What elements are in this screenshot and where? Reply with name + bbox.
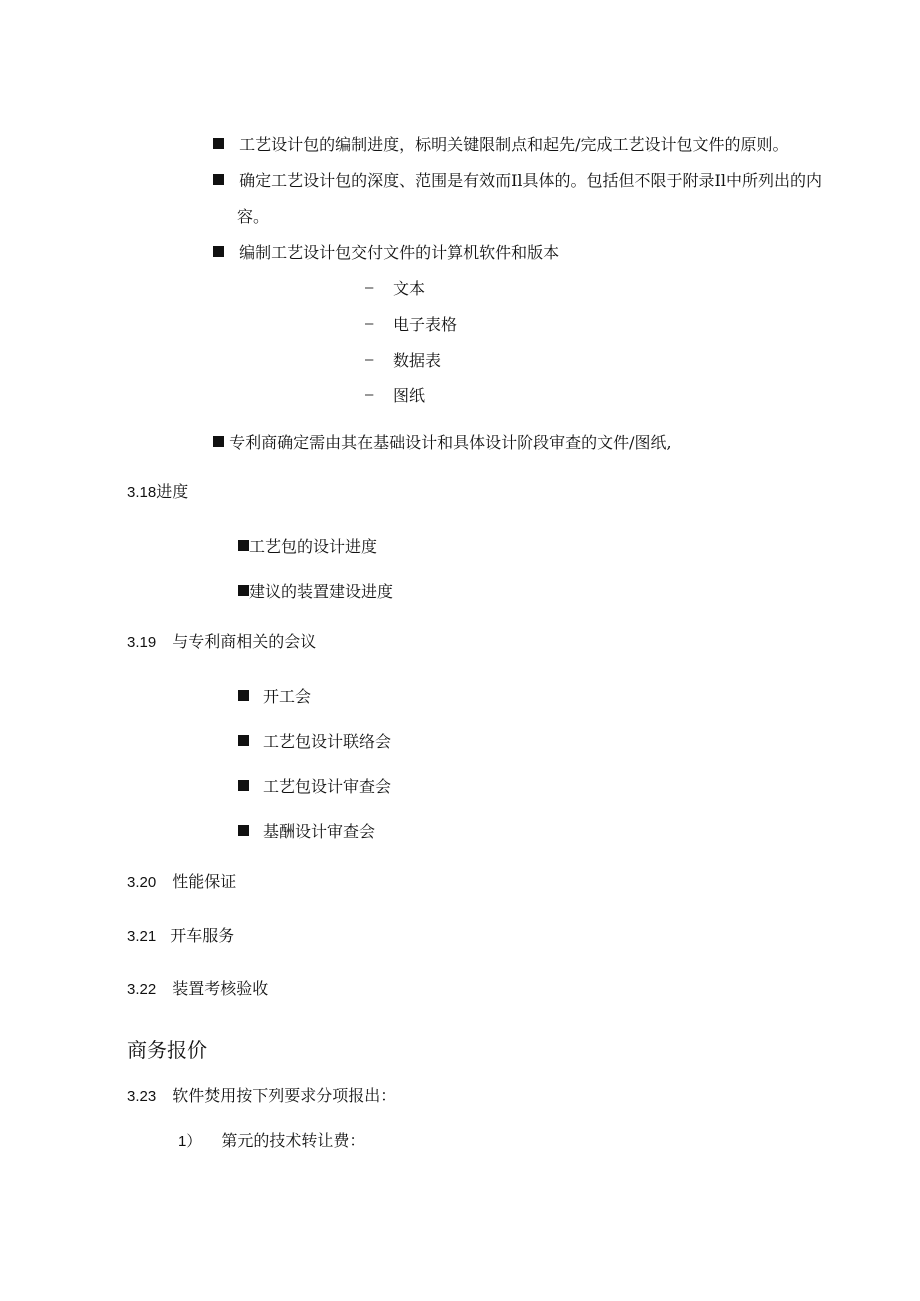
section-title: 软件焚用按下列要求分项报出： [172,1086,397,1105]
section-number: 3.22 [127,981,157,998]
schedule-item [238,537,377,557]
square-bullet-icon [213,246,224,257]
section-3-23 [127,1086,396,1107]
section-title: 性能保证 [172,872,237,891]
section-number: 3.23 [127,1088,157,1105]
dash-mark: – [365,386,374,403]
dash-mark: – [365,351,374,368]
section-3-22 [127,979,268,1000]
square-bullet-icon [238,780,249,791]
bullet-text: 工艺包设计联络会 [263,732,392,751]
dash-item: 数据表 [393,351,442,370]
item-number: 1） [178,1133,202,1150]
patent-review-item [213,433,672,453]
square-bullet-icon [213,138,224,149]
bullet-text: 工艺设计包的编制进度，标明关键限制点和起先/完成工艺设计包文件的原则。 [239,135,789,154]
square-bullet-icon [238,825,249,836]
bullet-continuation: 容。 [237,207,270,226]
square-bullet-icon [213,436,224,447]
dash-item: 电子表格 [393,315,458,334]
item-text: 第元的技术转让费： [221,1131,366,1150]
section-3-19 [127,632,316,653]
section-3-18 [127,482,188,503]
section-number: 3.21 [127,928,157,945]
bullet-text: 基酬设计审查会 [263,822,376,841]
bullet-text: 开工会 [263,687,312,706]
section-title: 进度 [156,482,189,501]
bullet-text: 建议的装置建设进度 [249,582,394,601]
section-number: 3.18 [127,484,157,501]
bullet-item [213,243,559,263]
dash-mark: – [365,279,374,296]
square-bullet-icon [238,735,249,746]
bullet-text: 编制工艺设计包交付文件的计算机软件和版本 [239,243,560,262]
bullet-text: 确定工艺设计包的深度、范围是有效而Il具体的。包括但不限于附录Il中所列出的内 [239,171,822,190]
dash-item: 文本 [393,279,426,298]
section-3-20 [127,872,236,893]
bullet-text: 工艺包的设计进度 [249,537,378,556]
section-title: 与专利商相关的会议 [172,632,317,651]
meeting-item [238,822,375,842]
numbered-item-1 [178,1131,365,1152]
bullet-item [213,171,822,191]
meeting-item [238,777,391,797]
bullet-text: 专利商确定需由其在基础设计和具体设计阶段审查的文件/图纸, [229,433,672,452]
section-number: 3.19 [127,634,157,651]
bullet-item [213,135,789,155]
section-number: 3.20 [127,874,157,891]
square-bullet-icon [238,540,249,551]
dash-mark: – [365,315,374,332]
section-title: 装置考核验收 [172,979,269,998]
meeting-item [238,687,311,707]
commercial-quote-heading: 商务报价 [127,1040,207,1062]
section-title: 开车服务 [170,926,235,945]
section-3-21 [127,926,234,947]
dash-item: 图纸 [393,386,426,405]
bullet-text: 工艺包设计审查会 [263,777,392,796]
square-bullet-icon [213,174,224,185]
square-bullet-icon [238,690,249,701]
square-bullet-icon [238,585,249,596]
schedule-item [238,582,393,602]
meeting-item [238,732,391,752]
